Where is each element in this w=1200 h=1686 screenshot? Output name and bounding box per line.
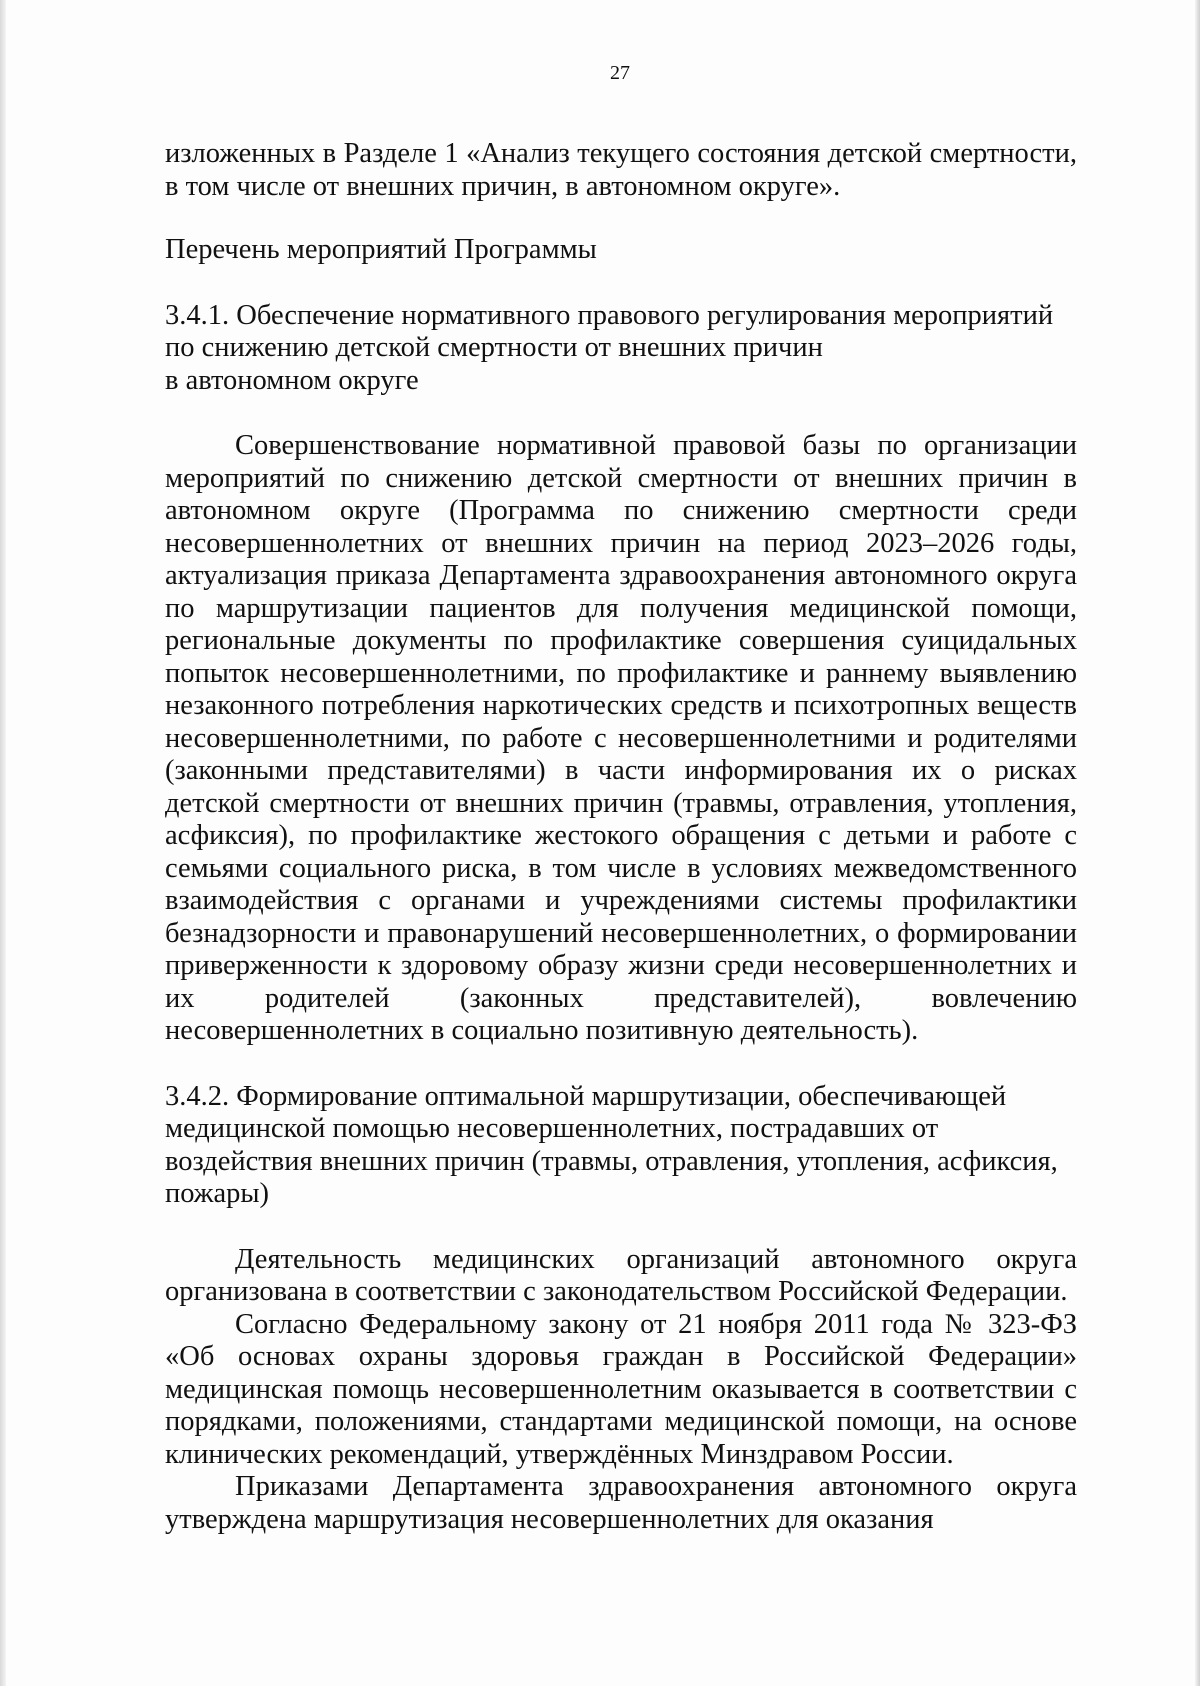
section-3-4-1-heading bbox=[165, 300, 1077, 398]
scan-edge-right bbox=[1195, 0, 1200, 1686]
document-body bbox=[165, 138, 1077, 1536]
scan-edge-left bbox=[0, 0, 6, 1686]
heading-line: пожары) bbox=[165, 1178, 270, 1209]
heading-line: медицинской помощью несовершеннолетних, пострадавших от bbox=[165, 1113, 939, 1144]
page-number: 27 bbox=[610, 62, 630, 84]
section-3-4-2-paragraph-3: Приказами Департамента здравоохранения автономного округа утверждена маршрутизация несовершеннолетних для оказания bbox=[165, 1471, 1077, 1535]
section-3-4-2-heading bbox=[165, 1081, 1077, 1211]
heading-line: воздействия внешних причин (травмы, отравления, утопления, асфиксия, bbox=[165, 1145, 1058, 1177]
heading-line: по снижению детской смертности от внешних причин bbox=[165, 332, 823, 363]
heading-line: в автономном округе bbox=[165, 364, 419, 396]
section-3-4-2-paragraph-2: Согласно Федеральному закону от 21 ноября 2011 года № 323-ФЗ «Об основах охраны здоровья граждан в Российской Федерации» медицинская помощь несовершеннолетним оказывается в соответствии с порядками, положениями, стандартами медицинской помощи, на основе клинических рекомендаций, утверждённых Минздравом России. bbox=[165, 1308, 1077, 1470]
heading-line: 3.4.1. Обеспечение нормативного правового регулирования мероприятий bbox=[165, 299, 1054, 331]
heading-line: 3.4.2. Формирование оптимальной маршрутизации, обеспечивающей bbox=[165, 1080, 1007, 1112]
section-3-4-2-paragraph-1: Деятельность медицинских организаций автономного округа организована в соответствии с законодательством Российской Федерации. bbox=[165, 1243, 1077, 1307]
section-3-4-1-paragraph: Совершенствование нормативной правовой базы по организации мероприятий по снижению детской смертности от внешних причин в автономном округе (Программа по снижению смертности среди несовершеннолетних от внешних причин на период 2023–2026 годы, актуализация приказа Департамента здравоохранения автономного округа по маршрутизации пациентов для получения медицинской помощи, региональные документы по профилактике совершения суицидальных попыток несовершеннолетними, по профилактике и раннему выявлению незаконного потребления наркотических средств и психотропных веществ несовершеннолетними, по работе с несовершеннолетними и родителями (законными представителями) в части информирования их о рисках детской смертности от внешних причин (травмы, отравления, утопления, асфиксия), по профилактике жестокого обращения с детьми и работе с семьями социального риска, в том числе в условиях межведомственного взаимодействия с органами и учреждениями системы профилактики безнадзорности и правонарушений несовершеннолетних, о формировании приверженности к здоровому образу жизни среди несовершеннолетних и их родителей (законных представителей), вовлечению несовершеннолетних в социально позитивную деятельность). bbox=[165, 430, 1077, 1046]
intro-paragraph: изложенных в Разделе 1 «Анализ текущего состояния детской смертности, в том числе от внешних причин, в автономном округе». bbox=[165, 138, 1077, 202]
list-title: Перечень мероприятий Программы bbox=[165, 234, 597, 265]
